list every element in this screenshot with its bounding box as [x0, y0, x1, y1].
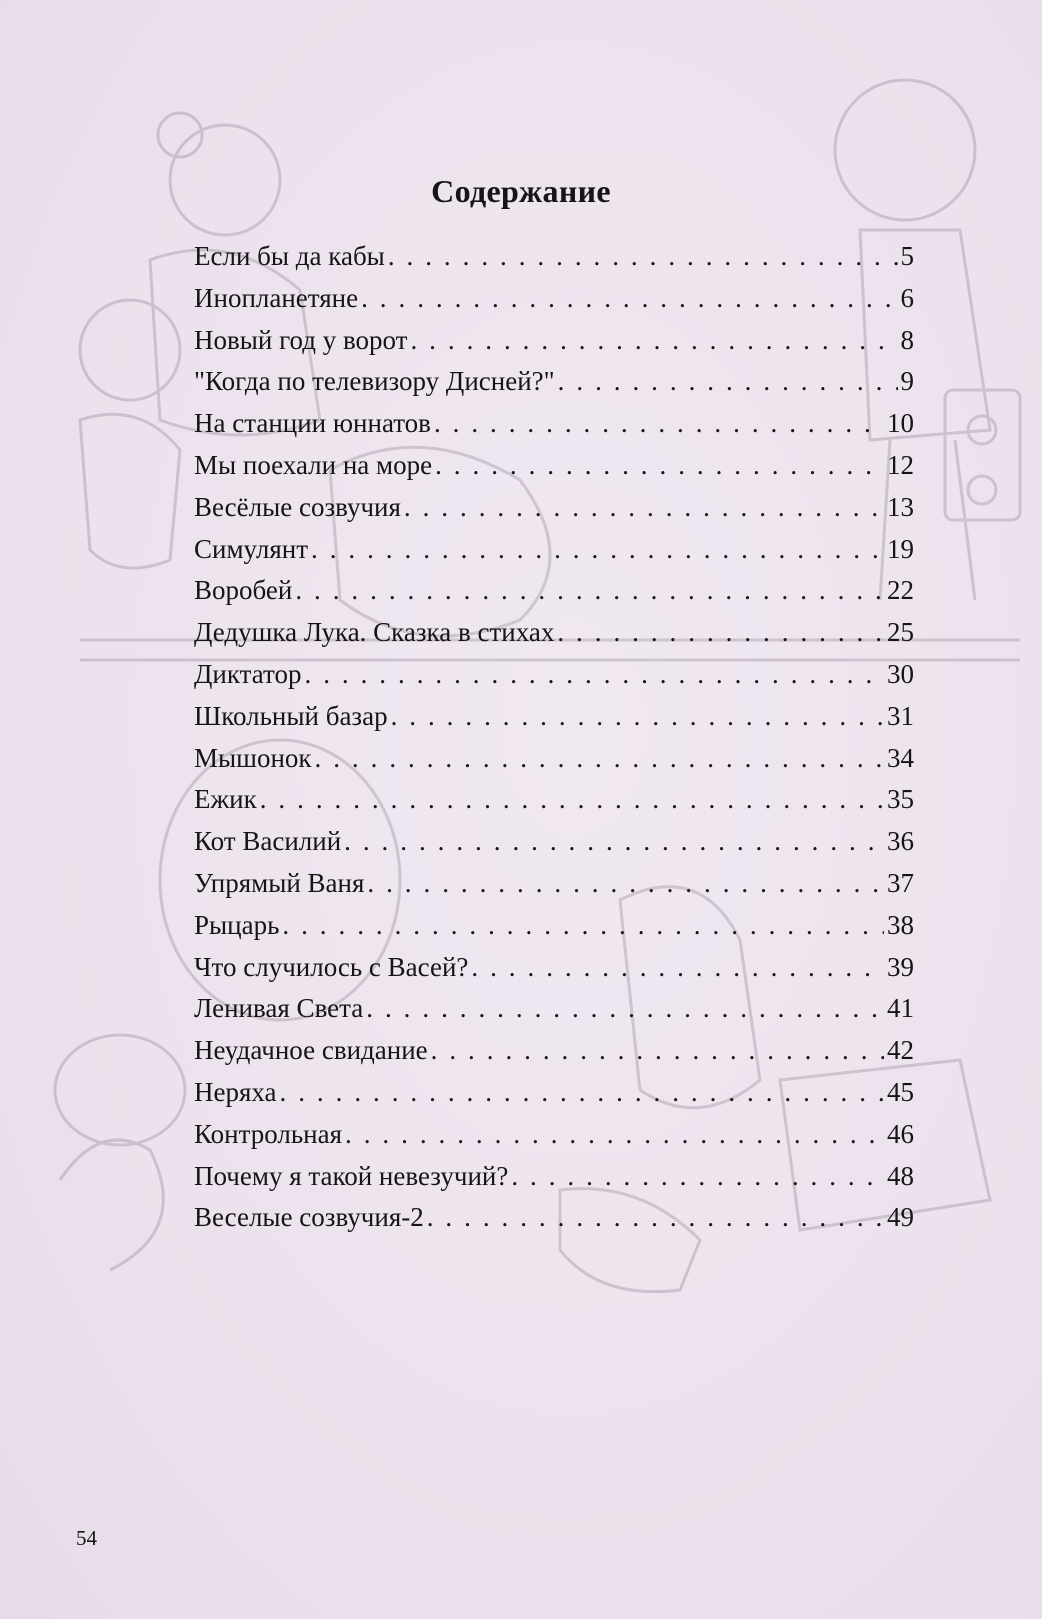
toc-entry-title: Что случилось с Васей?	[194, 951, 469, 982]
toc-entry-page: 45	[887, 1076, 914, 1107]
toc-entry-title: Неряха	[194, 1076, 277, 1107]
toc-entry-page: 6	[900, 282, 914, 313]
toc-entry-title: На станции юннатов	[194, 408, 431, 439]
toc-entry	[194, 1114, 914, 1156]
dot-leader	[367, 863, 884, 905]
toc-entry	[194, 278, 914, 320]
toc-entry-title: Контрольная	[194, 1118, 343, 1149]
toc-entry-page: 12	[887, 449, 914, 480]
toc-entry	[194, 445, 914, 487]
toc-entry-page: 31	[887, 700, 914, 731]
toc-entry-title: Инопланетяне	[194, 282, 359, 313]
toc-entry-page: 39	[887, 951, 914, 982]
toc-entry	[194, 821, 914, 863]
dot-leader	[434, 403, 884, 445]
toc-entry-title: Школьный базар	[194, 700, 388, 731]
toc-entry	[194, 905, 914, 947]
toc-entry-title: Диктатор	[194, 658, 302, 689]
toc-entry-page: 9	[900, 366, 914, 397]
toc-entry	[194, 320, 914, 362]
page-number: 54	[76, 1526, 97, 1550]
toc-entry-title: "Когда по телевизору Дисней?"	[194, 366, 555, 397]
toc-entry-page: 36	[887, 826, 914, 857]
dot-leader	[260, 779, 884, 821]
dot-leader	[511, 1156, 884, 1198]
toc-entry	[194, 1072, 914, 1114]
toc-entry-title: Воробей	[194, 575, 293, 606]
toc-entry-title: Рыцарь	[194, 909, 280, 940]
toc-entry	[194, 570, 914, 612]
toc-entry-title: Мышонок	[194, 742, 312, 773]
dot-leader	[557, 612, 884, 654]
toc-entry	[194, 612, 914, 654]
toc-entry-title: Дедушка Лука. Сказка в стихах	[194, 617, 555, 648]
toc-entry	[194, 403, 914, 445]
dot-leader	[366, 988, 884, 1030]
toc-entry	[194, 863, 914, 905]
toc-entry-title: Ленивая Света	[194, 993, 364, 1024]
toc-entry-title: Кот Василий	[194, 826, 342, 857]
dot-leader	[388, 236, 898, 278]
dot-leader	[280, 1072, 884, 1114]
toc-entry-page: 42	[887, 1035, 914, 1066]
toc-entry	[194, 1156, 914, 1198]
toc-entry-title: Мы поехали на море	[194, 449, 433, 480]
toc-entry-title: Почему я такой невезучий?	[194, 1160, 509, 1191]
toc-entry	[194, 1030, 914, 1072]
toc-entry	[194, 988, 914, 1030]
dot-leader	[315, 738, 884, 780]
table-of-contents	[194, 236, 914, 1239]
toc-entry-page: 38	[887, 909, 914, 940]
toc-entry-page: 30	[887, 658, 914, 689]
toc-entry-page: 48	[887, 1160, 914, 1191]
toc-entry-title: Симулянт	[194, 533, 308, 564]
toc-entry-page: 13	[887, 491, 914, 522]
toc-entry-title: Весёлые созвучия	[194, 491, 401, 522]
toc-entry	[194, 529, 914, 571]
toc-entry-title: Веселые созвучия-2	[194, 1202, 424, 1233]
dot-leader	[431, 1030, 884, 1072]
dot-leader	[410, 320, 897, 362]
dot-leader	[344, 821, 884, 863]
toc-entry-page: 19	[887, 533, 914, 564]
toc-entry-page: 25	[887, 617, 914, 648]
toc-entry-page: 34	[887, 742, 914, 773]
toc-entry	[194, 947, 914, 989]
toc-entry	[194, 738, 914, 780]
dot-leader	[427, 1197, 884, 1239]
toc-entry-page: 46	[887, 1118, 914, 1149]
toc-entry-title: Неудачное свидание	[194, 1035, 428, 1066]
toc-entry-page: 5	[900, 241, 914, 271]
dot-leader	[471, 947, 884, 989]
toc-entry-title: Если бы да кабы	[194, 241, 385, 271]
dot-leader	[361, 278, 897, 320]
toc-entry	[194, 779, 914, 821]
dot-leader	[295, 570, 884, 612]
dot-leader	[282, 905, 884, 947]
dot-leader	[435, 445, 884, 487]
dot-leader	[391, 696, 884, 738]
toc-entry-page: 10	[887, 408, 914, 439]
toc-entry	[194, 1197, 914, 1239]
toc-entry	[194, 236, 914, 278]
toc-entry-title: Новый год у ворот	[194, 324, 408, 355]
toc-heading: Содержание	[431, 173, 611, 210]
dot-leader	[311, 529, 884, 571]
toc-entry	[194, 361, 914, 403]
dot-leader	[345, 1114, 884, 1156]
toc-entry-page: 8	[900, 324, 914, 355]
toc-entry	[194, 487, 914, 529]
dot-leader	[558, 361, 898, 403]
dot-leader	[305, 654, 885, 696]
toc-entry-page: 37	[887, 867, 914, 898]
toc-entry-page: 35	[887, 784, 914, 815]
toc-entry	[194, 654, 914, 696]
toc-entry	[194, 696, 914, 738]
toc-entry-page: 41	[887, 993, 914, 1024]
dot-leader	[404, 487, 884, 529]
toc-entry-title: Ежик	[194, 784, 257, 815]
toc-entry-title: Упрямый Ваня	[194, 867, 365, 898]
toc-entry-page: 22	[887, 575, 914, 606]
toc-entry-page: 49	[887, 1202, 914, 1233]
